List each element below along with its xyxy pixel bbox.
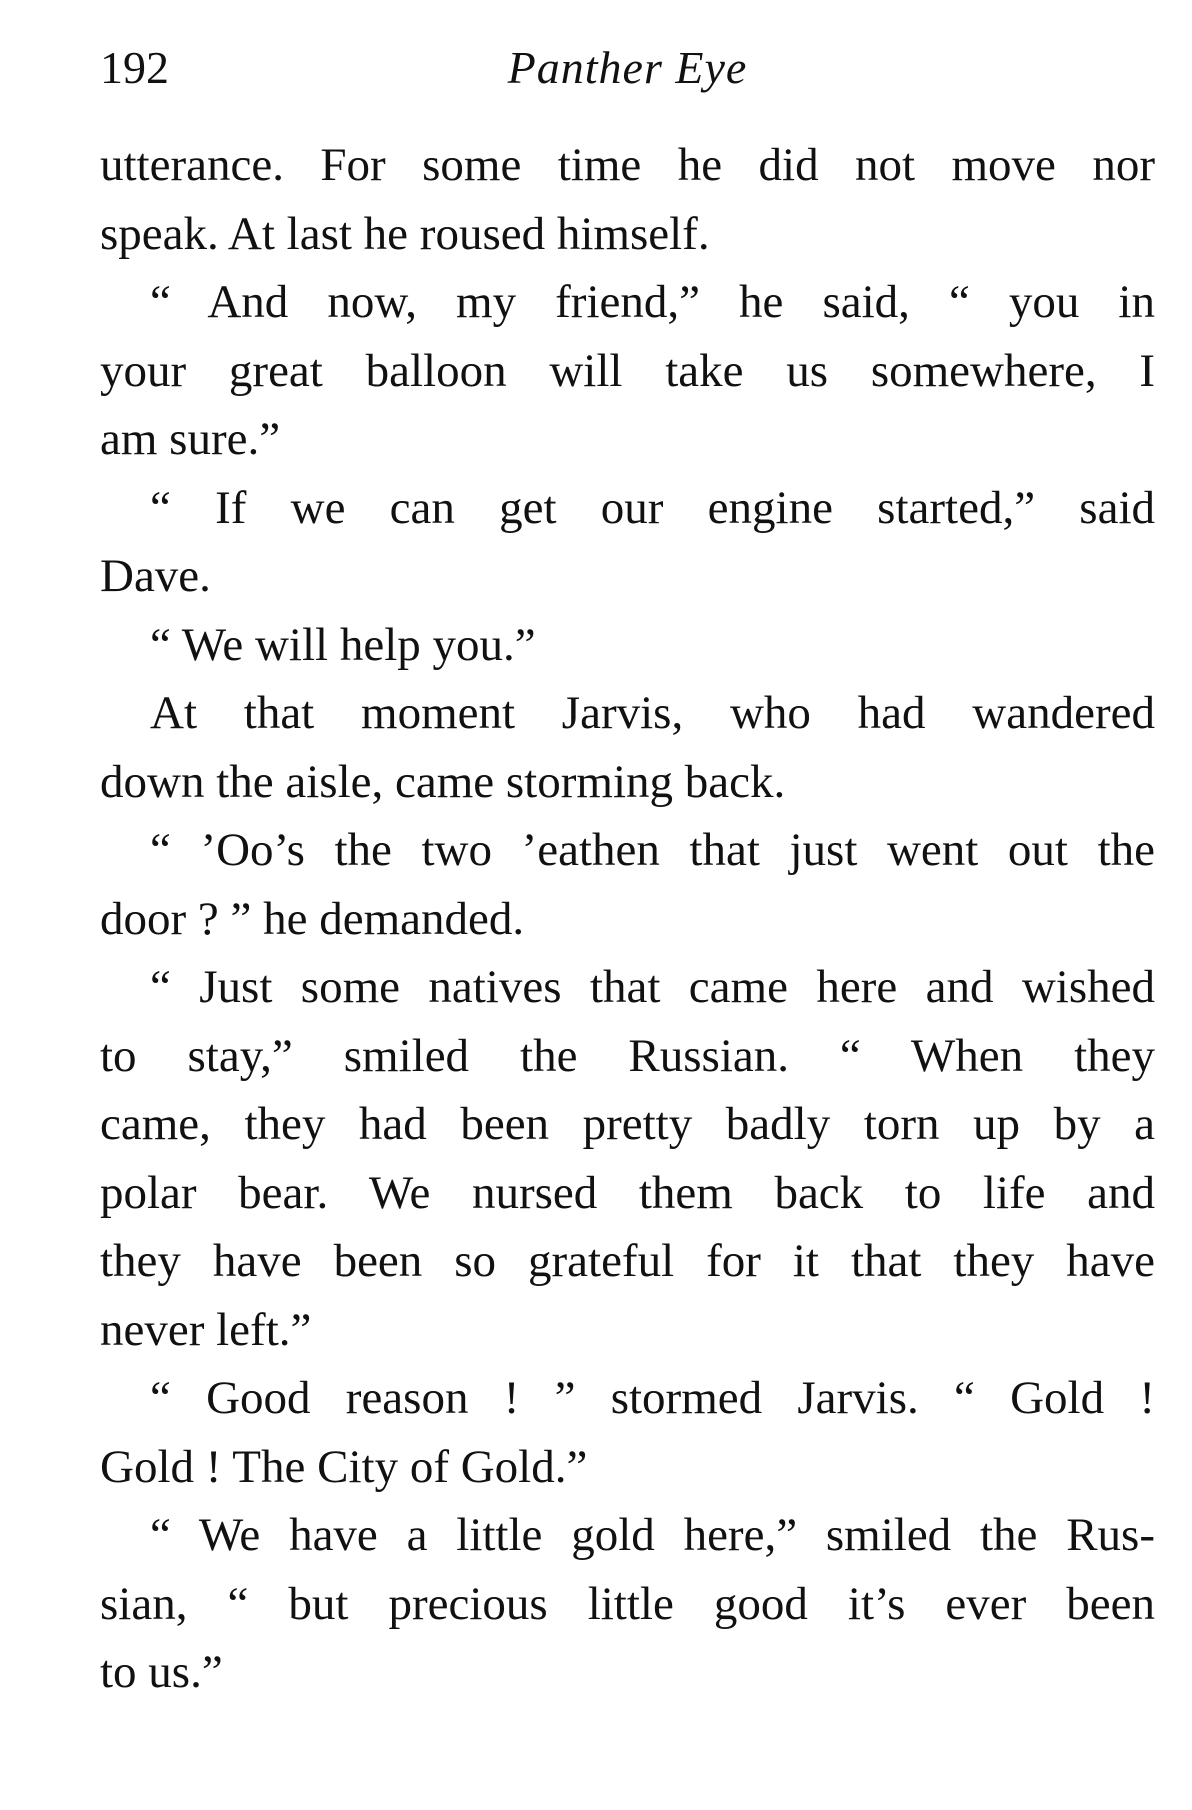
text-line: At that moment Jarvis, who had wandered xyxy=(150,687,1155,739)
running-title: Panther Eye xyxy=(507,42,748,93)
body-text xyxy=(100,131,1155,1707)
text-line: polar bear. We nursed them back to life and xyxy=(100,1166,1155,1219)
text-line: “ We will help you.” xyxy=(150,618,536,671)
text-line: down the aisle, came storming back. xyxy=(100,755,786,808)
text-line: speak. At last he roused himself. xyxy=(100,207,710,260)
text-line: door ? ” he demanded. xyxy=(100,892,525,945)
text-line: Gold ! The City of Gold.” xyxy=(100,1440,588,1493)
text-line: “ And now, my friend,” he said, “ you in xyxy=(150,276,1155,328)
text-line: never left.” xyxy=(100,1303,312,1356)
text-line: “ Just some natives that came here and wished xyxy=(150,961,1155,1013)
text-line: sian, “ but precious little good it’s ever been xyxy=(100,1577,1155,1630)
text-line: to us.” xyxy=(100,1646,223,1698)
text-line: “ Good reason ! ” stormed Jarvis. “ Gold ! xyxy=(150,1372,1155,1424)
page-number: 192 xyxy=(100,42,169,93)
text-line: “ ’Oo’s the two ’eathen that just went out the xyxy=(150,824,1155,876)
text-line: “ If we can get our engine started,” said xyxy=(150,481,1155,534)
text-line: they have been so grateful for it that they have xyxy=(100,1235,1155,1287)
text-line: “ We have a little gold here,” smiled the Rus- xyxy=(150,1509,1155,1561)
text-line: your great balloon will take us somewhere, I xyxy=(100,344,1155,397)
text-line: to stay,” smiled the Russian. “ When they xyxy=(100,1029,1155,1082)
text-line: am sure.” xyxy=(100,413,281,465)
text-line: utterance. For some time he did not move nor xyxy=(100,139,1155,191)
running-head xyxy=(100,38,1155,98)
text-line: Dave. xyxy=(100,550,211,602)
text-line: came, they had been pretty badly torn up by a xyxy=(100,1098,1155,1150)
